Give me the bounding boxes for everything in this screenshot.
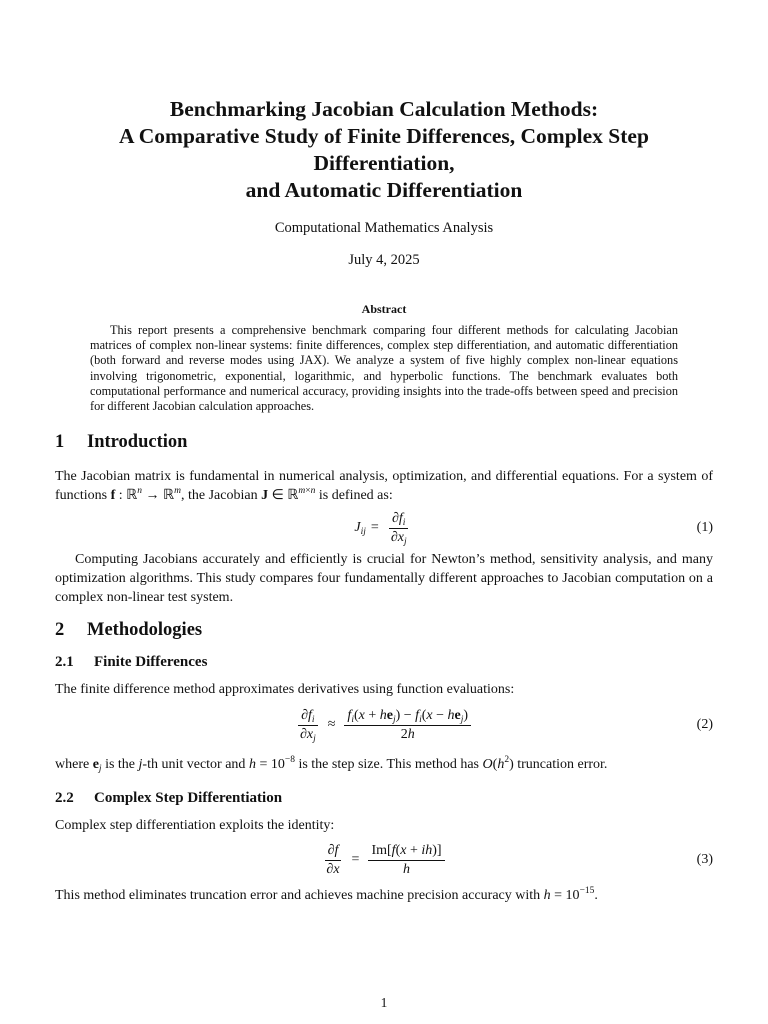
equation-3: $\frac{\partial f}{\partial x}$ = $\frac{Im[f(x + ih)]}{h}$ (3) bbox=[326, 842, 713, 877]
equation-number: (3) bbox=[696, 852, 713, 867]
section-heading-methodologies bbox=[55, 620, 202, 641]
author: Computational Mathematics Analysis bbox=[274, 220, 494, 236]
section-title: Methodologies bbox=[87, 620, 203, 640]
complex-step-paragraph-1: Complex step differentiation exploits the identity: bbox=[55, 818, 335, 833]
finite-diff-paragraph-2: where $e_j$ is the j-th unit vector and $h = 10^{-8}$ is the step size. This method has $O(h^2)$ truncation error. bbox=[55, 755, 608, 774]
abstract-heading: Abstract bbox=[361, 302, 407, 316]
intro-paragraph-1: The Jacobian matrix is fundamental in numerical analysis, optimization, and differential equations. For a system of functions f : ℝ$^n$ → ℝ$^m$, the Jacobian J ∈ ℝ$^{m\times n}$ is defined as: bbox=[55, 469, 713, 503]
equation-number: (1) bbox=[696, 520, 713, 535]
title-line: and Automatic Differentiation bbox=[245, 178, 523, 202]
complex-step-paragraph-2: This method eliminates truncation error and achieves machine precision accuracy with $h = 10^{-15}$. bbox=[55, 886, 598, 903]
subsection-number: 2.1 bbox=[55, 654, 74, 670]
subsection-title: Finite Differences bbox=[94, 654, 208, 670]
finite-diff-paragraph-1: The finite difference method approximates derivatives using function evaluations: bbox=[55, 682, 515, 697]
date: July 4, 2025 bbox=[348, 252, 420, 268]
subsection-heading-complex-step bbox=[55, 790, 282, 807]
title-line: Benchmarking Jacobian Calculation Methods: bbox=[169, 97, 599, 121]
section-number: 2 bbox=[55, 620, 65, 640]
subsection-title: Complex Step Differentiation bbox=[94, 790, 283, 806]
section-heading-introduction bbox=[55, 432, 187, 453]
page-number: 1 bbox=[380, 995, 388, 1010]
equation-1: $J_{ij}$ = $\frac{\partial f_i}{\partial x_j}$ (1) bbox=[354, 510, 713, 547]
title-line: A Comparative Study of Finite Differences, Complex Step bbox=[119, 124, 649, 148]
equation-number: (2) bbox=[696, 717, 713, 732]
subsection-heading-finite-differences bbox=[55, 654, 207, 671]
paper-title bbox=[40, 96, 728, 204]
title-line: Differentiation, bbox=[313, 151, 455, 175]
intro-paragraph-2: Computing Jacobians accurately and efficiently is crucial for Newton’s method, sensitivity analysis, and many optimization algorithms. This study compares four fundamentally different approaches to Jacobian computation on a complex non-linear test system. bbox=[55, 552, 713, 605]
section-title: Introduction bbox=[87, 432, 188, 452]
abstract-text: This report presents a comprehensive benchmark comparing four different methods for calculating Jacobian matrices of complex non-linear systems: finite differences, complex step differentiation, and automatic differentiation (both forward and reverse modes using JAX). We analyze a system of five highly complex non-linear equations involving trigonometric, exponential, logarithmic, and hyperbolic functions. The benchmark evaluates both computational performance and numerical accuracy, providing insights into the trade-offs between speed and precision for different Jacobian calculation approaches. bbox=[90, 323, 678, 414]
section-number: 1 bbox=[55, 432, 65, 452]
subsection-number: 2.2 bbox=[55, 790, 74, 806]
equation-2: $\frac{\partial f_i}{\partial x_j}$ ≈ $\frac{f_i(x + he_j) - f_i(x - he_j)}{2h}$ (2) bbox=[299, 707, 713, 744]
